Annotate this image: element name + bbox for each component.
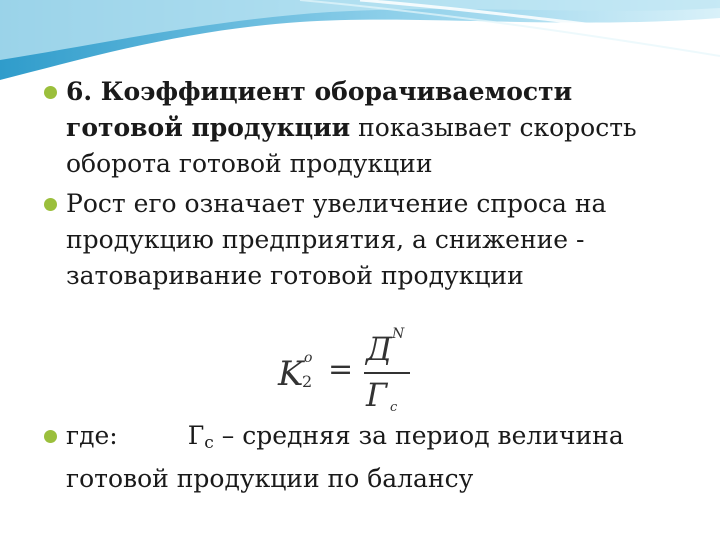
bullet-icon: [44, 198, 57, 211]
bullet-icon: [44, 430, 57, 443]
bullet-icon: [44, 86, 57, 99]
where-block: [44, 418, 694, 501]
formula-lhs-letter: K: [278, 354, 304, 394]
where-symbol: Г: [187, 421, 205, 450]
where-definition: – средняя за период величина готовой продукции по балансу: [66, 421, 624, 493]
formula-numerator: Д: [366, 330, 393, 368]
formula-lhs-superscript: o: [304, 350, 313, 366]
bullet-growth-meaning: [44, 186, 694, 294]
coefficient-description: показывает скорость оборота готовой продукции: [66, 113, 637, 178]
growth-meaning-text: Рост его означает увеличение спроса на продукцию предприятия, а снижение - затоваривание готовой продукции: [66, 189, 607, 290]
coefficient-title: 6. Коэффициент оборачиваемости готовой продукции: [66, 77, 573, 142]
bullet-coefficient-definition: [44, 74, 694, 182]
formula: [272, 326, 432, 422]
formula-fraction-bar: [364, 372, 410, 374]
bullet-list: [44, 74, 694, 298]
formula-denominator-subscript: c: [390, 400, 398, 415]
formula-lhs-subscript: 2: [302, 372, 313, 391]
formula-numerator-superscript: N: [392, 326, 405, 342]
formula-denominator: Г: [366, 376, 388, 414]
formula-equals: =: [328, 352, 354, 387]
where-symbol-subscript: с: [204, 433, 214, 453]
bullet-where-definition: [44, 418, 694, 497]
where-label: где:: [66, 421, 118, 450]
